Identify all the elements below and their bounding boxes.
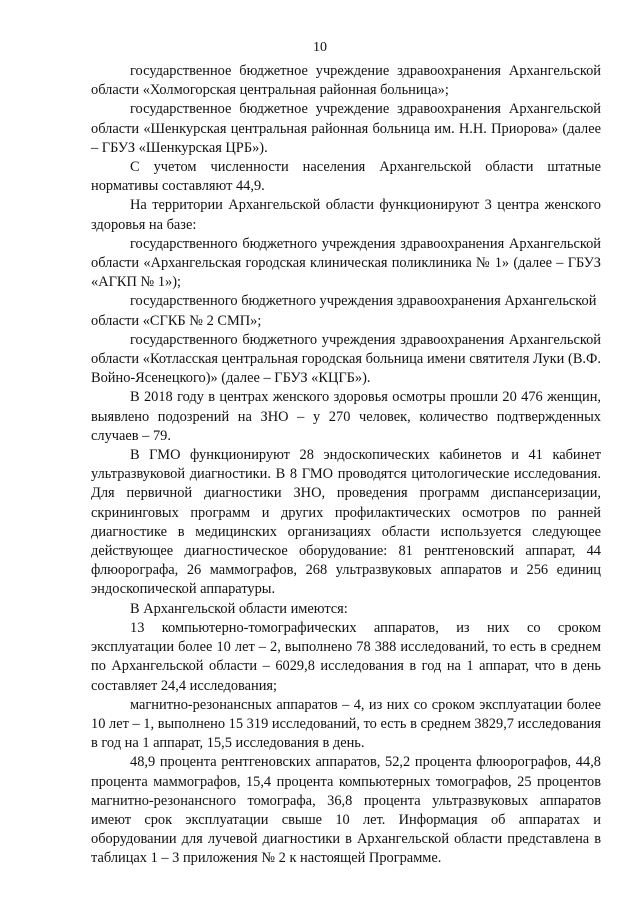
paragraph-region-has: В Архангельской области имеются: [130, 600, 348, 617]
paragraph-sgkb-2: государственного бюджетного учреждения здравоохранения Архангельской области «СГКБ № 2 СМП»; [91, 293, 597, 329]
paragraph-gmo-equipment: В ГМО функционируют 28 эндоскопических кабинетов и 41 кабинет ультразвуковой диагностики. В 8 ГМО проводятся цитологические исследования. Для первичной диагностики ЗНО, проведения программ диспансеризации, скрининговых программ и других профилактических осмотров по ранней диагностике в медицинских организациях области используется следующее действующее диагностическое оборудование: 81 рентгеновский аппарат, 44 флюорографа, 26 маммографов, 268 ультразвуковых аппаратов и 256 единиц эндоскопической аппаратуры. [91, 447, 601, 598]
paragraph-ct-scanners: 13 компьютерно-томографических аппаратов, из них со сроком эксплуатации более 10 лет – 2, выполнено 78 388 исследований, то есть в среднем по Архангельской области – 6029,8 исследования в год на 1 аппарат, что в день составляет 24,4 исследования; [91, 619, 601, 694]
page-number: 10 [313, 40, 327, 55]
paragraph-2018-screening: В 2018 году в центрах женского здоровья осмотры прошли 20 476 женщин, выявлено подозрений на ЗНО – у 270 человек, количество подтвержденных случаев – 79. [91, 389, 601, 444]
body-text [91, 62, 601, 869]
paragraph-kotlas-hospital: государственного бюджетного учреждения здравоохранения Архангельской области «Котласская центральная городская больница имени святителя Луки (В.Ф. Войно-Ясенецкого)» (далее – ГБУЗ «КЦГБ»). [91, 331, 601, 387]
paragraph-equipment-age: 48,9 процента рентгеновских аппаратов, 52,2 процента флюорографов, 44,8 процента маммографов, 15,4 процента компьютерных томографов, 25 процентов магнитно-резонансного томографа, 36,8 процента ультразвуковых аппаратов имеют срок эксплуатации свыше 10 лет. Информация об аппаратах и оборудовании для лучевой диагностики в Архангельской области представлена в таблицах 1 – 3 приложения № 2 к настоящей Программе. [91, 754, 601, 867]
paragraph-agkp-1: государственного бюджетного учреждения здравоохранения Архангельской области «Архангельская городская клиническая поликлиника № 1» (далее – ГБУЗ «АГКП № 1»); [91, 235, 601, 291]
paragraph-shenkursk-hospital: государственное бюджетное учреждение здравоохранения Архангельской области «Шенкурская центральная районная больница им. Н.Н. Приорова» (далее – ГБУЗ «Шенкурская ЦРБ»). [91, 101, 601, 156]
paragraph-mri-scanners: магнитно-резонансных аппаратов – 4, из них со сроком эксплуатации более 10 лет – 1, выполнено 15 319 исследований, то есть в среднем 3829,7 исследования в год на 1 аппарат, 15,5 исследования в день. [91, 696, 601, 752]
paragraph-kholmogory-hospital: государственное бюджетное учреждение здравоохранения Архангельской области «Холмогорская центральная районная больница»; [91, 63, 601, 99]
paragraph-staff-norms: С учетом численности населения Архангельской области штатные нормативы составляют 44,9. [91, 159, 601, 195]
paragraph-womens-health-centers: На территории Архангельской области функционируют 3 центра женского здоровья на базе: [91, 197, 601, 233]
